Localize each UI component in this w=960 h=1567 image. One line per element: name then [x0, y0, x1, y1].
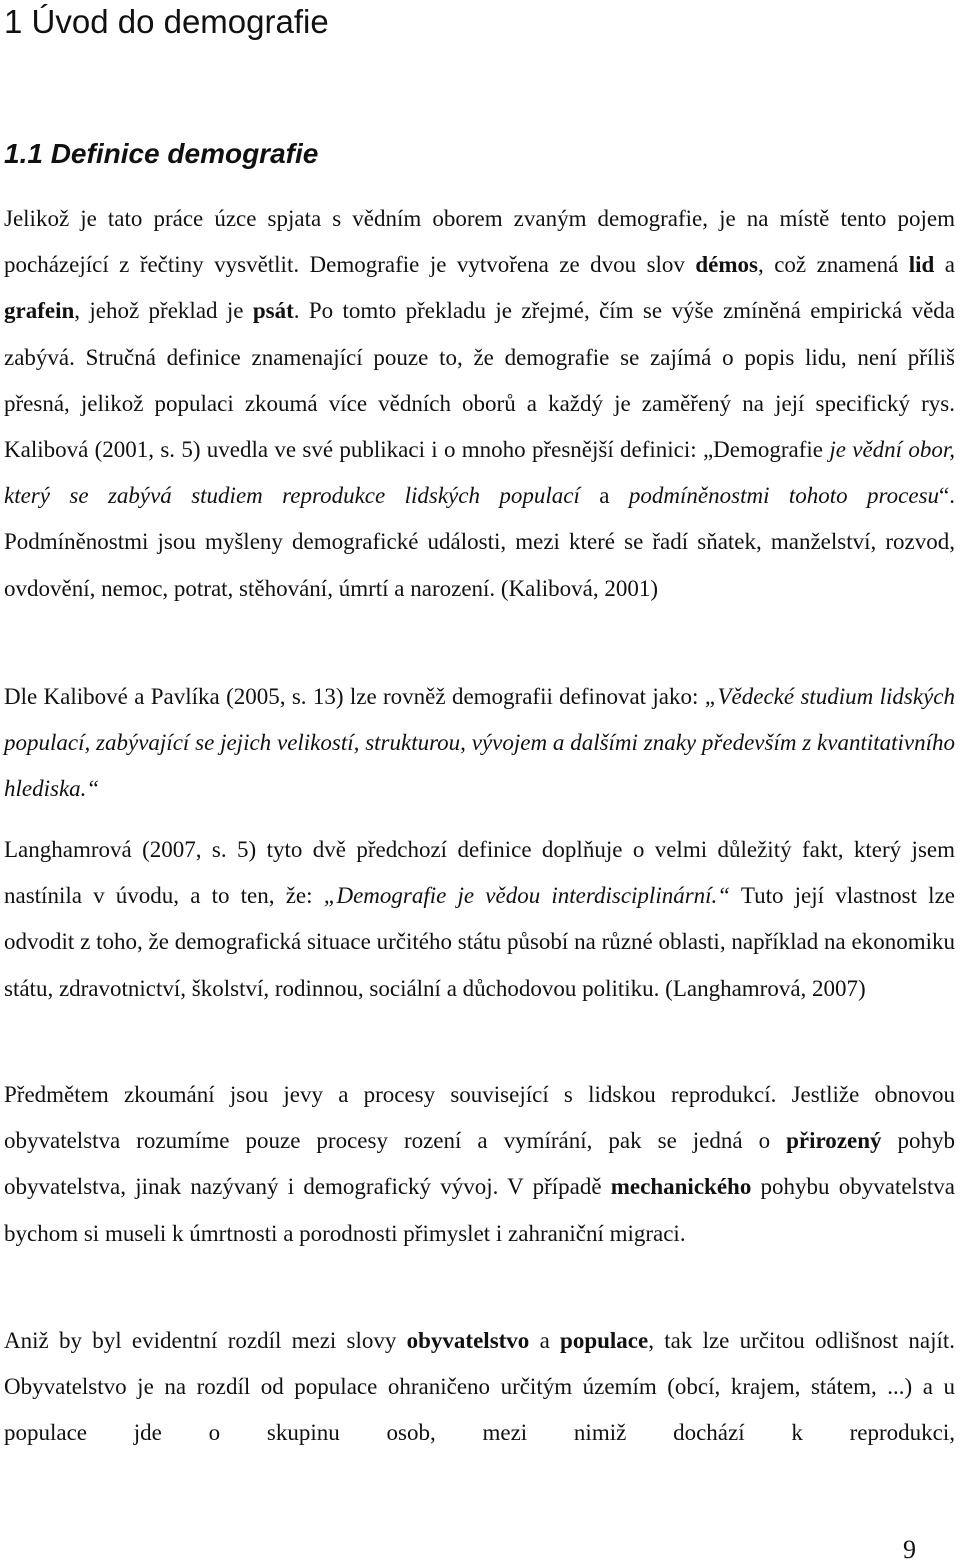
text-run: Jelikož je tato práce úzce spjata s vědním oborem zvaným demografie, je na místě tento pojem pocházející z řečtiny vysvětlit. Demografie je vytvořena ze dvou slov: [4, 206, 955, 278]
bold-term-demos: démos: [695, 252, 759, 278]
bold-term-lid: lid: [908, 252, 935, 278]
text-run: , tak lze určitou odlišnost najít. Obyvatelstvo je na rozdíl od populace ohraničeno určitým územím (obcí, krajem, státem, ...) a u populace jde o skupinu osob, mezi nimiž dochází k reprodukci,: [4, 1328, 955, 1446]
page-number: 9: [903, 1535, 916, 1564]
text-run: “. Podmíněnostmi jsou myšleny demografické události, mezi které se řadí sňatek, manželství, rozvod, ovdovění, nemoc, potrat, stěhování, úmrtí a narození. (Kalibová, 2001): [4, 483, 955, 601]
bold-term-psat: psát: [252, 298, 294, 324]
italic-quote: podmíněnostmi tohoto procesu: [628, 483, 940, 509]
text-run: a: [934, 252, 955, 278]
italic-quote: „Vědecké studium lidských populací, zabývající se jejich velikostí, strukturou, vývojem a dalšími znaky především z kvantitativního hlediska.“: [4, 684, 955, 802]
text-run: a: [529, 1328, 561, 1353]
bold-term-obyvatelstvo: obyvatelstvo: [406, 1328, 530, 1353]
chapter-heading: 1 Úvod do demografie: [4, 3, 329, 40]
text-run: Dle Kalibové a Pavlíka (2005, s. 13) lze rovněž demografii definovat jako:: [4, 684, 705, 709]
paragraph-population-vs-obyvatelstvo: [4, 1318, 955, 1457]
paragraph-subject-of-study: [4, 1072, 955, 1257]
bold-term-mechanickeho: mechanického: [610, 1174, 752, 1200]
section-heading: 1.1 Definice demografie: [4, 138, 319, 169]
text-run: pohybu obyvatelstva bychom si museli k úmrtnosti a porodnosti přimyslet i zahraniční migraci.: [4, 1174, 955, 1246]
bold-term-prirozeny: přirozený: [786, 1128, 882, 1154]
text-run: , což znamená: [758, 252, 909, 278]
paragraph-kalibova-pavlik: [4, 674, 955, 813]
bold-term-populace: populace: [560, 1328, 649, 1353]
paragraph-langhamrova: [4, 827, 955, 1012]
italic-quote: je vědní obor, který se zabývá studiem reprodukce lidských populací: [4, 437, 955, 509]
text-run: Aniž by byl evidentní rozdíl mezi slovy: [4, 1328, 407, 1353]
text-run: a: [579, 483, 629, 509]
text-run: . Po tomto překladu je zřejmé, čím se výše zmíněná empirická věda zabývá. Stručná definice znamenající pouze to, že demografie se zajímá o popis lidu, není příliš přesná, jelikož populaci zkoumá více vědních oborů a každý je zaměřený na její specifický rys. Kalibová (2001, s. 5) uvedla ve své publikaci i o mnoho přesnější definici: „Demografie: [4, 298, 955, 463]
text-run: Předmětem zkoumání jsou jevy a procesy související s lidskou reprodukcí. Jestliže obnovou obyvatelstva rozumíme pouze procesy rození a vymírání, pak se jedná o: [4, 1082, 955, 1154]
bold-term-grafein: grafein: [4, 298, 75, 324]
text-run: pohyb obyvatelstva, jinak nazývaný i demografický vývoj. V případě: [4, 1128, 956, 1200]
text-run: Langhamrová (2007, s. 5) tyto dvě předchozí definice doplňuje o velmi důležitý fakt, který jsem nastínila v úvodu, a to ten, že:: [4, 837, 955, 909]
paragraph-definition-intro: [4, 196, 955, 612]
text-run: , jehož překlad je: [74, 298, 253, 324]
italic-quote: „Demografie je vědou interdisciplinární.“: [323, 883, 731, 909]
text-run: Tuto její vlastnost lze odvodit z toho, že demografická situace určitého státu působí na různé oblasti, například na ekonomiku státu, zdravotnictví, školství, rodinnou, sociální a důchodovou politiku. (Langhamrová, 2007): [4, 883, 955, 1001]
